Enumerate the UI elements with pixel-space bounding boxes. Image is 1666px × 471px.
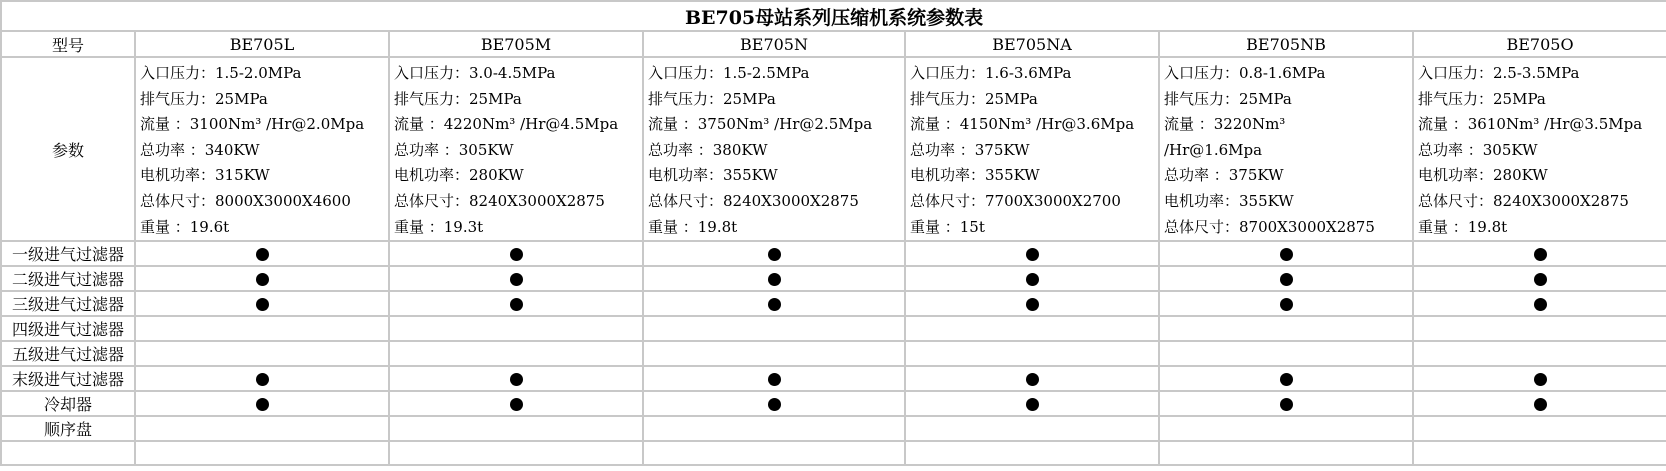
feature-cell bbox=[135, 441, 389, 465]
filled-circle-icon bbox=[510, 373, 523, 386]
feature-cell bbox=[905, 416, 1159, 441]
feature-label: 末级进气过滤器 bbox=[1, 366, 135, 391]
feature-cell bbox=[1159, 341, 1413, 366]
feature-row bbox=[1, 266, 1666, 291]
param-line: 总功率 ：305KW bbox=[394, 140, 514, 159]
feature-cell bbox=[643, 341, 905, 366]
feature-cell bbox=[905, 391, 1159, 416]
filled-circle-icon bbox=[1534, 398, 1547, 411]
feature-cell bbox=[905, 441, 1159, 465]
feature-row bbox=[1, 391, 1666, 416]
feature-cell bbox=[135, 366, 389, 391]
feature-label: 四级进气过滤器 bbox=[1, 316, 135, 341]
model-params-cell bbox=[905, 57, 1159, 241]
param-line: 总功率 ：380KW bbox=[648, 140, 768, 159]
feature-cell bbox=[1159, 416, 1413, 441]
filled-circle-icon bbox=[1026, 248, 1039, 261]
feature-label: 冷却器 bbox=[1, 391, 135, 416]
feature-row bbox=[1, 441, 1666, 465]
feature-cell bbox=[135, 241, 389, 266]
param-line: 流量 ：3220Nm³ bbox=[1164, 115, 1286, 134]
feature-cell bbox=[905, 266, 1159, 291]
param-list bbox=[136, 58, 388, 240]
param-line: 总功率 ：375KW bbox=[910, 140, 1030, 159]
feature-cell bbox=[1159, 441, 1413, 465]
feature-cell bbox=[389, 241, 643, 266]
param-line: 排气压力：25MPa bbox=[394, 89, 522, 108]
filled-circle-icon bbox=[510, 298, 523, 311]
model-header: BE705NB bbox=[1159, 31, 1413, 57]
feature-label bbox=[1, 441, 135, 465]
feature-cell bbox=[135, 316, 389, 341]
param-line: 电机功率：315KW bbox=[140, 166, 270, 185]
filled-circle-icon bbox=[1026, 273, 1039, 286]
params-row bbox=[1, 57, 1666, 241]
filled-circle-icon bbox=[256, 298, 269, 311]
feature-cell bbox=[643, 416, 905, 441]
filled-circle-icon bbox=[1026, 398, 1039, 411]
filled-circle-icon bbox=[1026, 373, 1039, 386]
feature-cell bbox=[135, 391, 389, 416]
param-line: 总功率 ：305KW bbox=[1418, 140, 1538, 159]
feature-cell bbox=[905, 291, 1159, 316]
model-params-cell bbox=[389, 57, 643, 241]
filled-circle-icon bbox=[256, 373, 269, 386]
param-line: 电机功率：355KW bbox=[648, 166, 778, 185]
param-line: 入口压力：1.5-2.5MPa bbox=[648, 64, 810, 82]
filled-circle-icon bbox=[256, 273, 269, 286]
param-line: 总体尺寸：7700X3000X2700 bbox=[910, 191, 1121, 210]
filled-circle-icon bbox=[768, 398, 781, 411]
param-line: 入口压力：2.5-3.5MPa bbox=[1418, 64, 1580, 82]
param-line: 排气压力：25MPa bbox=[140, 89, 268, 108]
filled-circle-icon bbox=[256, 398, 269, 411]
feature-cell bbox=[389, 441, 643, 465]
param-line: 总体尺寸：8000X3000X4600 bbox=[140, 191, 351, 210]
param-line: 电机功率：280KW bbox=[1418, 166, 1548, 185]
param-line: 流量 ：3750Nm³ /Hr@2.5Mpa bbox=[648, 115, 873, 134]
feature-cell bbox=[905, 316, 1159, 341]
feature-row bbox=[1, 366, 1666, 391]
feature-row bbox=[1, 291, 1666, 316]
feature-row bbox=[1, 316, 1666, 341]
feature-row bbox=[1, 241, 1666, 266]
model-header: BE705M bbox=[389, 31, 643, 57]
filled-circle-icon bbox=[768, 373, 781, 386]
param-line: 入口压力：1.6-3.6MPa bbox=[910, 64, 1072, 82]
param-line: 总体尺寸：8700X3000X2875 bbox=[1164, 217, 1375, 236]
param-list bbox=[1414, 58, 1666, 240]
feature-cell bbox=[643, 316, 905, 341]
param-list bbox=[1160, 58, 1412, 240]
feature-cell bbox=[1159, 316, 1413, 341]
feature-row bbox=[1, 416, 1666, 441]
feature-cell bbox=[1413, 416, 1666, 441]
filled-circle-icon bbox=[768, 248, 781, 261]
feature-cell bbox=[389, 366, 643, 391]
param-line: 重量 ：19.8t bbox=[648, 217, 738, 236]
params-label: 参数 bbox=[1, 57, 135, 241]
feature-label: 二级进气过滤器 bbox=[1, 266, 135, 291]
model-params-cell bbox=[1159, 57, 1413, 241]
param-line: 电机功率：355KW bbox=[910, 166, 1040, 185]
filled-circle-icon bbox=[1534, 273, 1547, 286]
param-line: 电机功率：355KW bbox=[1164, 191, 1294, 210]
param-line: 流量 ：4220Nm³ /Hr@4.5Mpa bbox=[394, 115, 619, 134]
param-line: 排气压力：25MPa bbox=[648, 89, 776, 108]
feature-cell bbox=[643, 441, 905, 465]
filled-circle-icon bbox=[1534, 298, 1547, 311]
table-title: BE705母站系列压缩机系统参数表 bbox=[1, 1, 1666, 31]
filled-circle-icon bbox=[510, 398, 523, 411]
feature-cell bbox=[135, 291, 389, 316]
feature-cell bbox=[1413, 316, 1666, 341]
feature-cell bbox=[135, 341, 389, 366]
model-params-cell bbox=[135, 57, 389, 241]
param-line: 流量 ：4150Nm³ /Hr@3.6Mpa bbox=[910, 115, 1135, 134]
param-line: 总功率 ：375KW bbox=[1164, 166, 1284, 185]
filled-circle-icon bbox=[768, 273, 781, 286]
filled-circle-icon bbox=[256, 248, 269, 261]
feature-label: 一级进气过滤器 bbox=[1, 241, 135, 266]
param-line: 重量 ：19.6t bbox=[140, 217, 230, 236]
param-list bbox=[390, 58, 642, 240]
param-line: 入口压力：1.5-2.0MPa bbox=[140, 64, 302, 82]
param-line: 总功率 ：340KW bbox=[140, 140, 260, 159]
param-line: 入口压力：0.8-1.6MPa bbox=[1164, 64, 1326, 82]
feature-cell bbox=[389, 291, 643, 316]
feature-cell bbox=[1159, 366, 1413, 391]
feature-cell bbox=[389, 391, 643, 416]
param-list bbox=[644, 58, 904, 240]
model-params-cell bbox=[643, 57, 905, 241]
param-line: /Hr@1.6Mpa bbox=[1164, 140, 1263, 159]
filled-circle-icon bbox=[1280, 298, 1293, 311]
feature-cell bbox=[389, 416, 643, 441]
feature-cell bbox=[1159, 241, 1413, 266]
feature-cell bbox=[643, 241, 905, 266]
filled-circle-icon bbox=[1280, 248, 1293, 261]
model-header: BE705L bbox=[135, 31, 389, 57]
feature-cell bbox=[135, 416, 389, 441]
model-header: BE705O bbox=[1413, 31, 1666, 57]
feature-cell bbox=[1413, 241, 1666, 266]
feature-cell bbox=[389, 316, 643, 341]
filled-circle-icon bbox=[1280, 398, 1293, 411]
filled-circle-icon bbox=[1026, 298, 1039, 311]
param-line: 入口压力：3.0-4.5MPa bbox=[394, 64, 556, 82]
param-line: 电机功率：280KW bbox=[394, 166, 524, 185]
feature-cell bbox=[1159, 266, 1413, 291]
header-label: 型号 bbox=[1, 31, 135, 57]
filled-circle-icon bbox=[768, 298, 781, 311]
feature-cell bbox=[389, 266, 643, 291]
feature-cell bbox=[1159, 291, 1413, 316]
feature-cell bbox=[905, 241, 1159, 266]
feature-cell bbox=[1159, 391, 1413, 416]
filled-circle-icon bbox=[1280, 373, 1293, 386]
feature-row bbox=[1, 341, 1666, 366]
param-line: 排气压力：25MPa bbox=[1418, 89, 1546, 108]
feature-cell bbox=[1413, 366, 1666, 391]
filled-circle-icon bbox=[1534, 373, 1547, 386]
feature-cell bbox=[905, 366, 1159, 391]
param-line: 排气压力：25MPa bbox=[1164, 89, 1292, 108]
param-line: 流量 ：3100Nm³ /Hr@2.0Mpa bbox=[140, 115, 365, 134]
feature-cell bbox=[1413, 441, 1666, 465]
filled-circle-icon bbox=[1280, 273, 1293, 286]
feature-label: 三级进气过滤器 bbox=[1, 291, 135, 316]
model-header: BE705NA bbox=[905, 31, 1159, 57]
feature-cell bbox=[1413, 341, 1666, 366]
feature-cell bbox=[905, 341, 1159, 366]
model-params-cell bbox=[1413, 57, 1666, 241]
filled-circle-icon bbox=[1534, 248, 1547, 261]
feature-cell bbox=[643, 391, 905, 416]
param-line: 总体尺寸：8240X3000X2875 bbox=[394, 191, 605, 210]
feature-label: 五级进气过滤器 bbox=[1, 341, 135, 366]
feature-cell bbox=[1413, 291, 1666, 316]
filled-circle-icon bbox=[510, 248, 523, 261]
feature-label: 顺序盘 bbox=[1, 416, 135, 441]
feature-cell bbox=[643, 291, 905, 316]
feature-cell bbox=[1413, 266, 1666, 291]
model-header: BE705N bbox=[643, 31, 905, 57]
param-line: 重量 ：19.8t bbox=[1418, 217, 1508, 236]
param-line: 总体尺寸：8240X3000X2875 bbox=[1418, 191, 1629, 210]
feature-cell bbox=[389, 341, 643, 366]
param-line: 排气压力：25MPa bbox=[910, 89, 1038, 108]
param-line: 重量 ：19.3t bbox=[394, 217, 484, 236]
param-list bbox=[906, 58, 1158, 240]
param-line: 流量 ：3610Nm³ /Hr@3.5Mpa bbox=[1418, 115, 1643, 134]
param-line: 总体尺寸：8240X3000X2875 bbox=[648, 191, 859, 210]
feature-cell bbox=[1413, 391, 1666, 416]
feature-cell bbox=[643, 366, 905, 391]
feature-cell bbox=[643, 266, 905, 291]
header-row bbox=[1, 31, 1666, 57]
filled-circle-icon bbox=[510, 273, 523, 286]
feature-cell bbox=[135, 266, 389, 291]
param-line: 重量 ：15t bbox=[910, 217, 985, 236]
